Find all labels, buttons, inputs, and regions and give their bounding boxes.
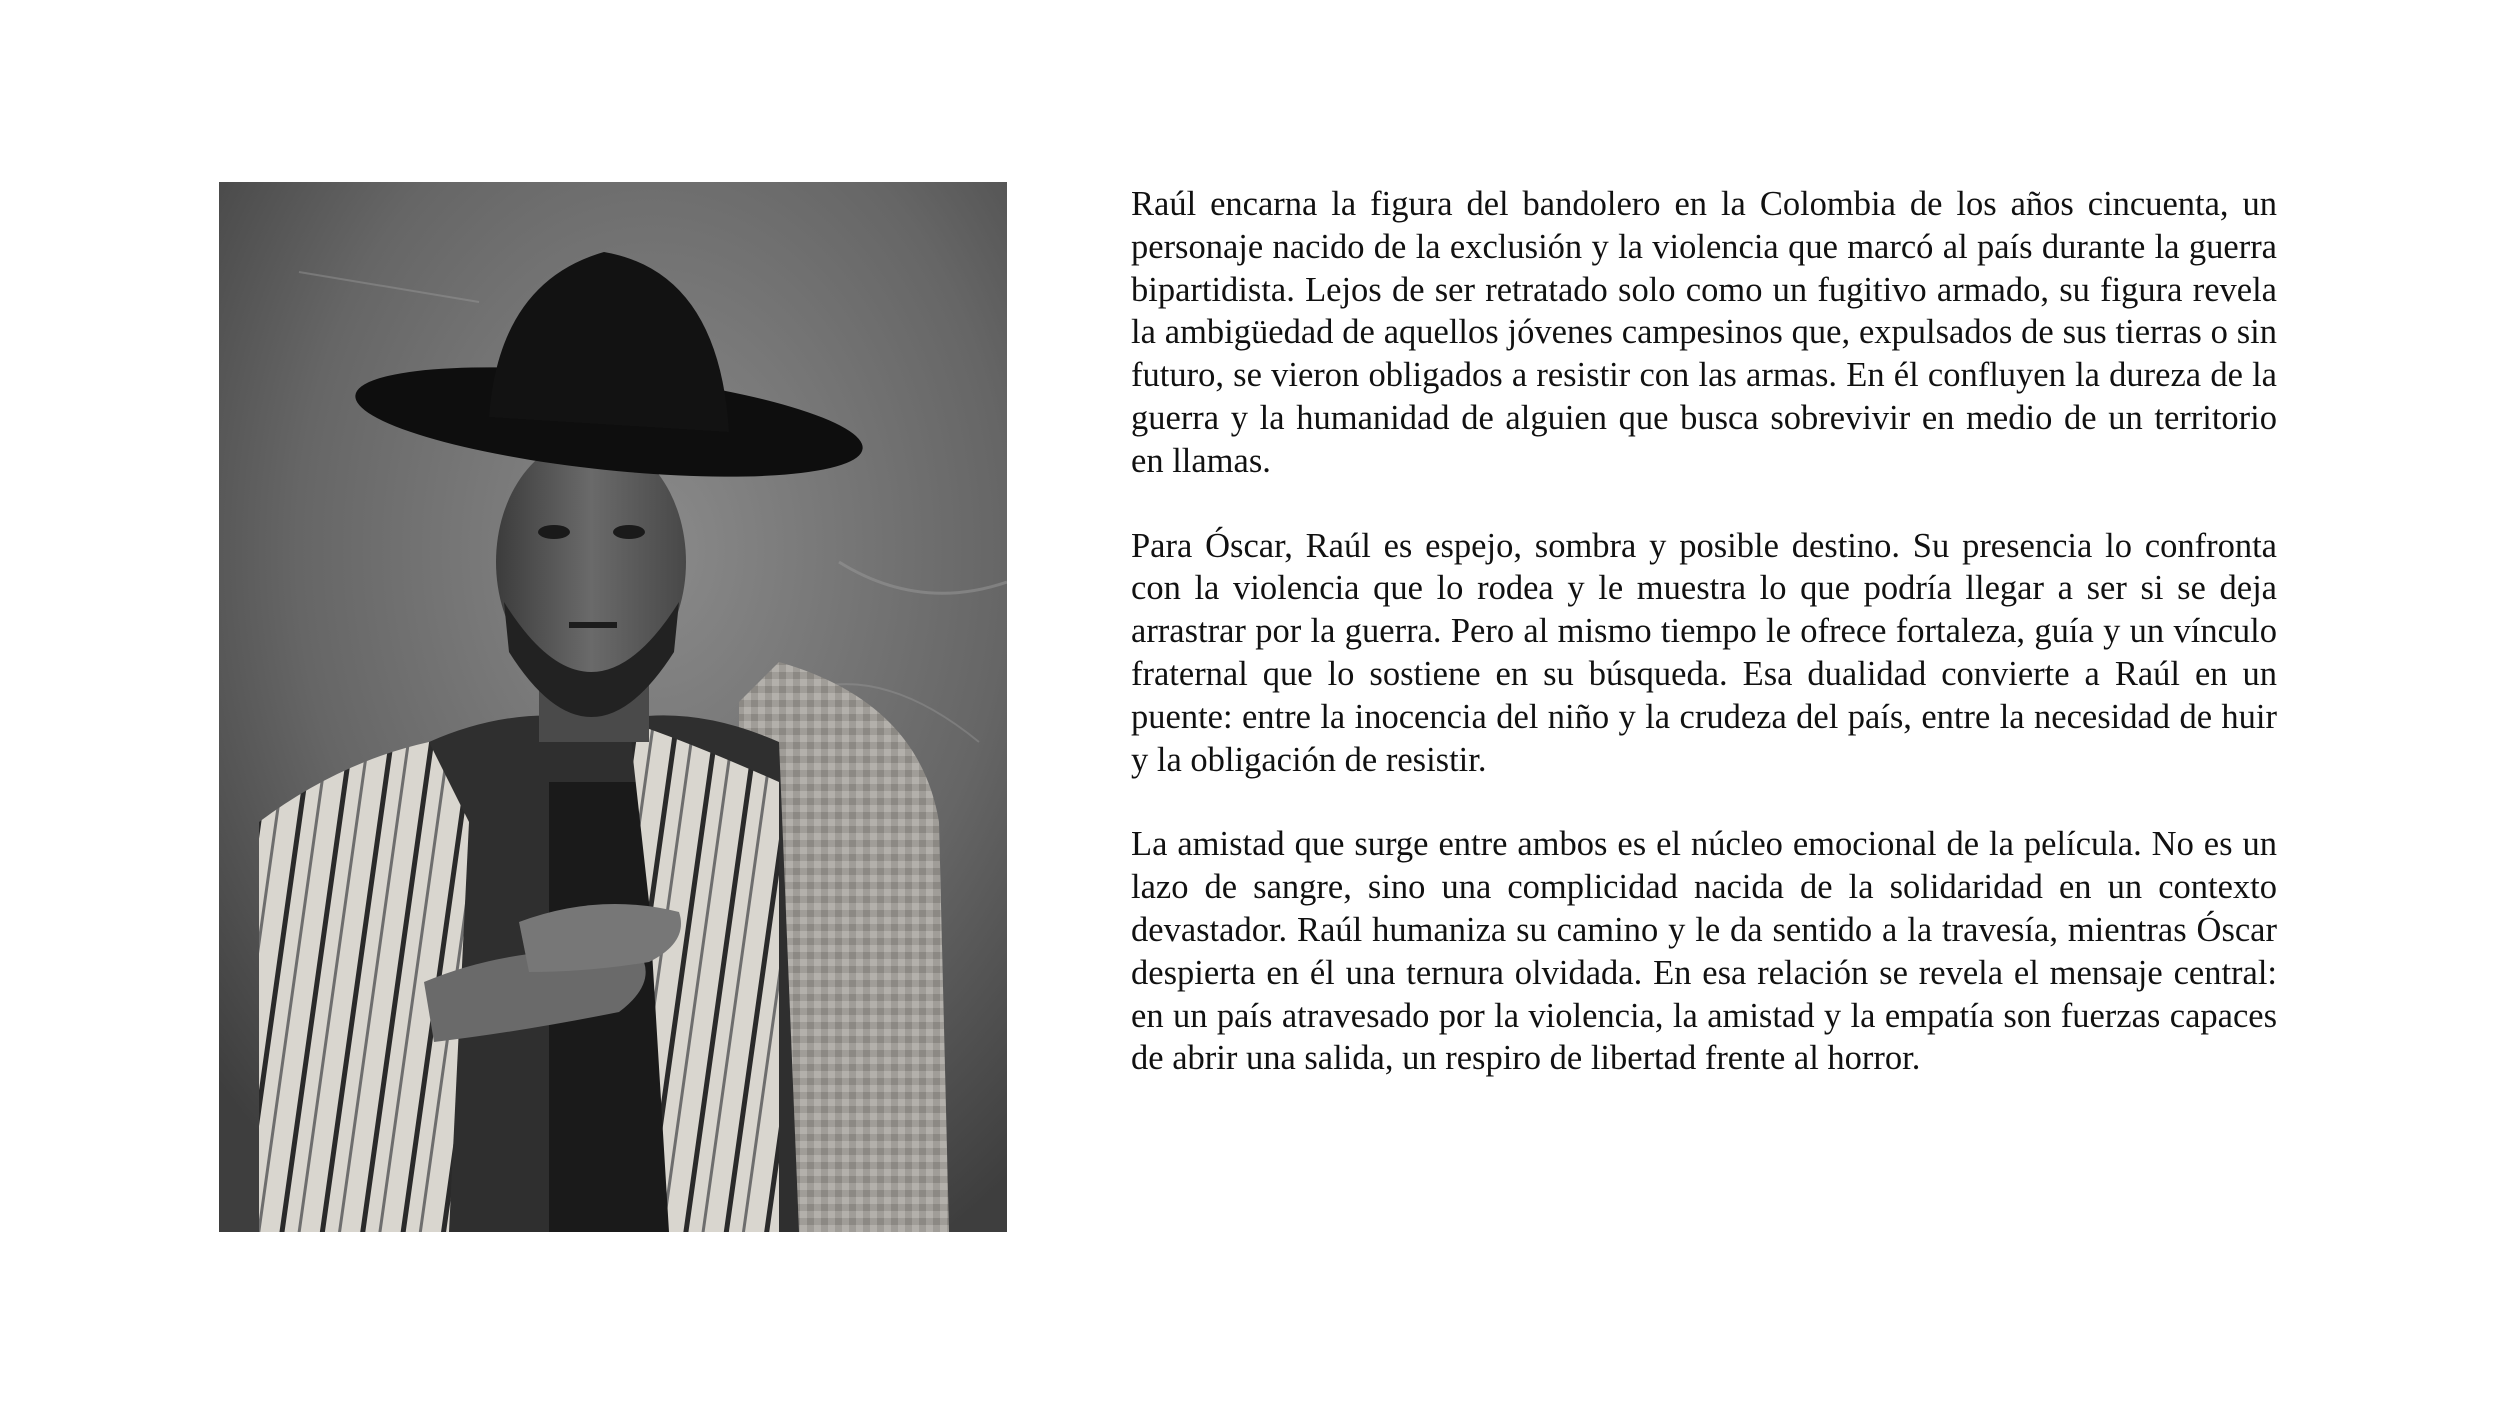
paragraph-oscar-raul: Para Óscar, Raúl es espejo, sombra y posible destino. Su presencia lo confronta con la violencia que lo rodea y le muestra lo que podría llegar a ser si se deja arrastrar por la guerra. Pero al mismo tiempo le ofrece fortaleza, guía y un vínculo fraternal que lo sostiene en su búsqueda. Esa dualidad convierte a Raúl en un puente: entre la inocencia del niño y la crudeza del país, entre la necesidad de huir y la obligación de resistir.	[1131, 526, 2277, 779]
text-column	[1131, 183, 2277, 1122]
portrait-photo	[219, 182, 1007, 1232]
paragraph-amistad: La amistad que surge entre ambos es el núcleo emocional de la película. No es un lazo de sangre, sino una complicidad nacida de la solidaridad en un contexto devastador. Raúl humaniza su camino y le da sentido a la travesía, mientras Óscar despierta en él una ternura olvidada. En esa relación se revela el mensaje central: en un país atravesado por la violencia, la amistad y la empatía son fuerzas capaces de abrir una salida, un respiro de libertad frente al horror.	[1131, 825, 2277, 1078]
portrait-illustration	[219, 182, 1007, 1232]
paragraph-raul-bandolero: Raúl encarna la figura del bandolero en la Colombia de los años cincuenta, un personaje nacido de la exclusión y la violencia que marcó al país durante la guerra bipartidista. Lejos de ser retratado solo como un fugitivo armado, su figura revela la ambigüedad de aquellos jóvenes campesinos que, expulsados de sus tierras o sin futuro, se vieron obligados a resistir con las armas. En él confluyen la dureza de la guerra y la humanidad de alguien que busca sobrevivir en medio de un territorio en llamas.	[1131, 185, 2277, 480]
